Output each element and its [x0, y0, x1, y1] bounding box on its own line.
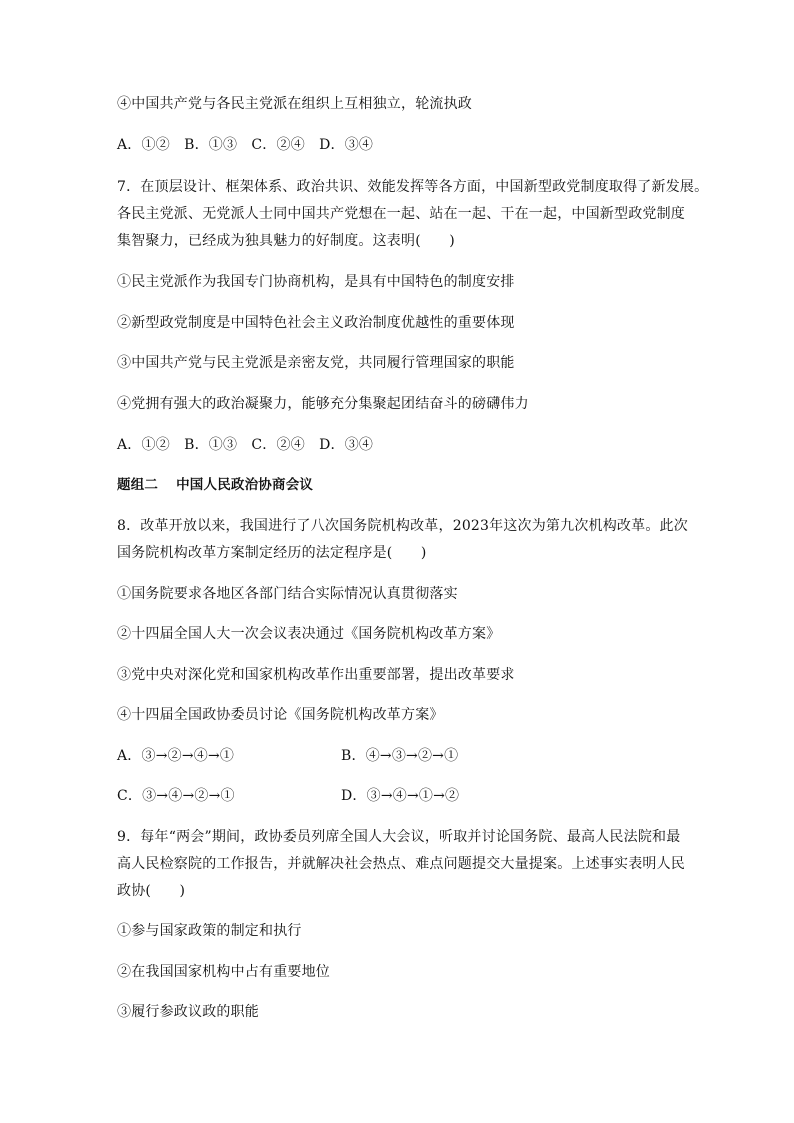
q6-answer-choices: A．①② B．①③ C．②④ D．③④: [117, 137, 374, 153]
q8-option-2: ②十四届全国人大一次会议表决通过《国务院机构改革方案》: [117, 626, 501, 642]
q7-stem-line-3: 集智聚力，已经成为独具魅力的好制度。这表明( ): [117, 233, 455, 249]
q8-option-3: ③党中央对深化党和国家机构改革作出重要部署，提出改革要求: [117, 667, 515, 683]
q7-option-3: ③中国共产党与民主党派是亲密友党，共同履行管理国家的职能: [117, 355, 515, 371]
q9-stem-line-3: 政协( ): [117, 883, 186, 899]
q8-stem-line-1: 8．改革开放以来，我国进行了八次国务院机构改革，2023年这次为第九次机构改革。此次: [117, 518, 688, 534]
q8-answer-d: D．③→④→①→②: [341, 788, 460, 804]
q8-stem-line-2: 国务院机构改革方案制定经历的法定程序是( ): [117, 545, 427, 561]
q9-stem-line-2: 高人民检察院的工作报告，并就解决社会热点、难点问题提交大量提案。上述事实表明人民: [117, 856, 685, 872]
q7-option-2: ②新型政党制度是中国特色社会主义政治制度优越性的重要体现: [117, 315, 515, 331]
q9-option-2: ②在我国国家机构中占有重要地位: [117, 964, 330, 980]
q9-option-1: ①参与国家政策的制定和执行: [117, 923, 302, 939]
q7-option-1: ①民主党派作为我国专门协商机构，是具有中国特色的制度安排: [117, 274, 515, 290]
q9-option-3: ③履行参政议政的职能: [117, 1004, 259, 1020]
q9-stem-line-1: 9．每年“两会”期间，政协委员列席全国人大会议，听取并讨论国务院、最高人民法院和最: [117, 829, 681, 845]
q7-stem-line-2: 各民主党派、无党派人士同中国共产党想在一起、站在一起、干在一起，中国新型政党制度: [117, 206, 685, 222]
q8-answer-a: A．③→②→④→①: [117, 748, 235, 764]
section-heading: [117, 475, 313, 495]
q7-answer-choices: A．①② B．①③ C．②④ D．③④: [117, 437, 374, 453]
section-label: 题组二: [117, 477, 159, 493]
q7-stem-line-1: 7．在顶层设计、框架体系、政治共识、效能发挥等各方面，中国新型政党制度取得了新发展。: [117, 179, 709, 195]
section-title: 中国人民政治协商会议: [176, 477, 314, 493]
q7-option-4: ④党拥有强大的政治凝聚力，能够充分集聚起团结奋斗的磅礴伟力: [117, 396, 529, 412]
q8-option-4: ④十四届全国政协委员讨论《国务院机构改革方案》: [117, 707, 444, 723]
q8-answer-b: B．④→③→②→①: [341, 748, 459, 764]
q6-option-4: ④中国共产党与各民主党派在组织上互相独立，轮流执政: [117, 96, 472, 112]
q8-option-1: ①国务院要求各地区各部门结合实际情况认真贯彻落实: [117, 586, 458, 602]
q8-answer-c: C．③→④→②→①: [117, 788, 235, 804]
